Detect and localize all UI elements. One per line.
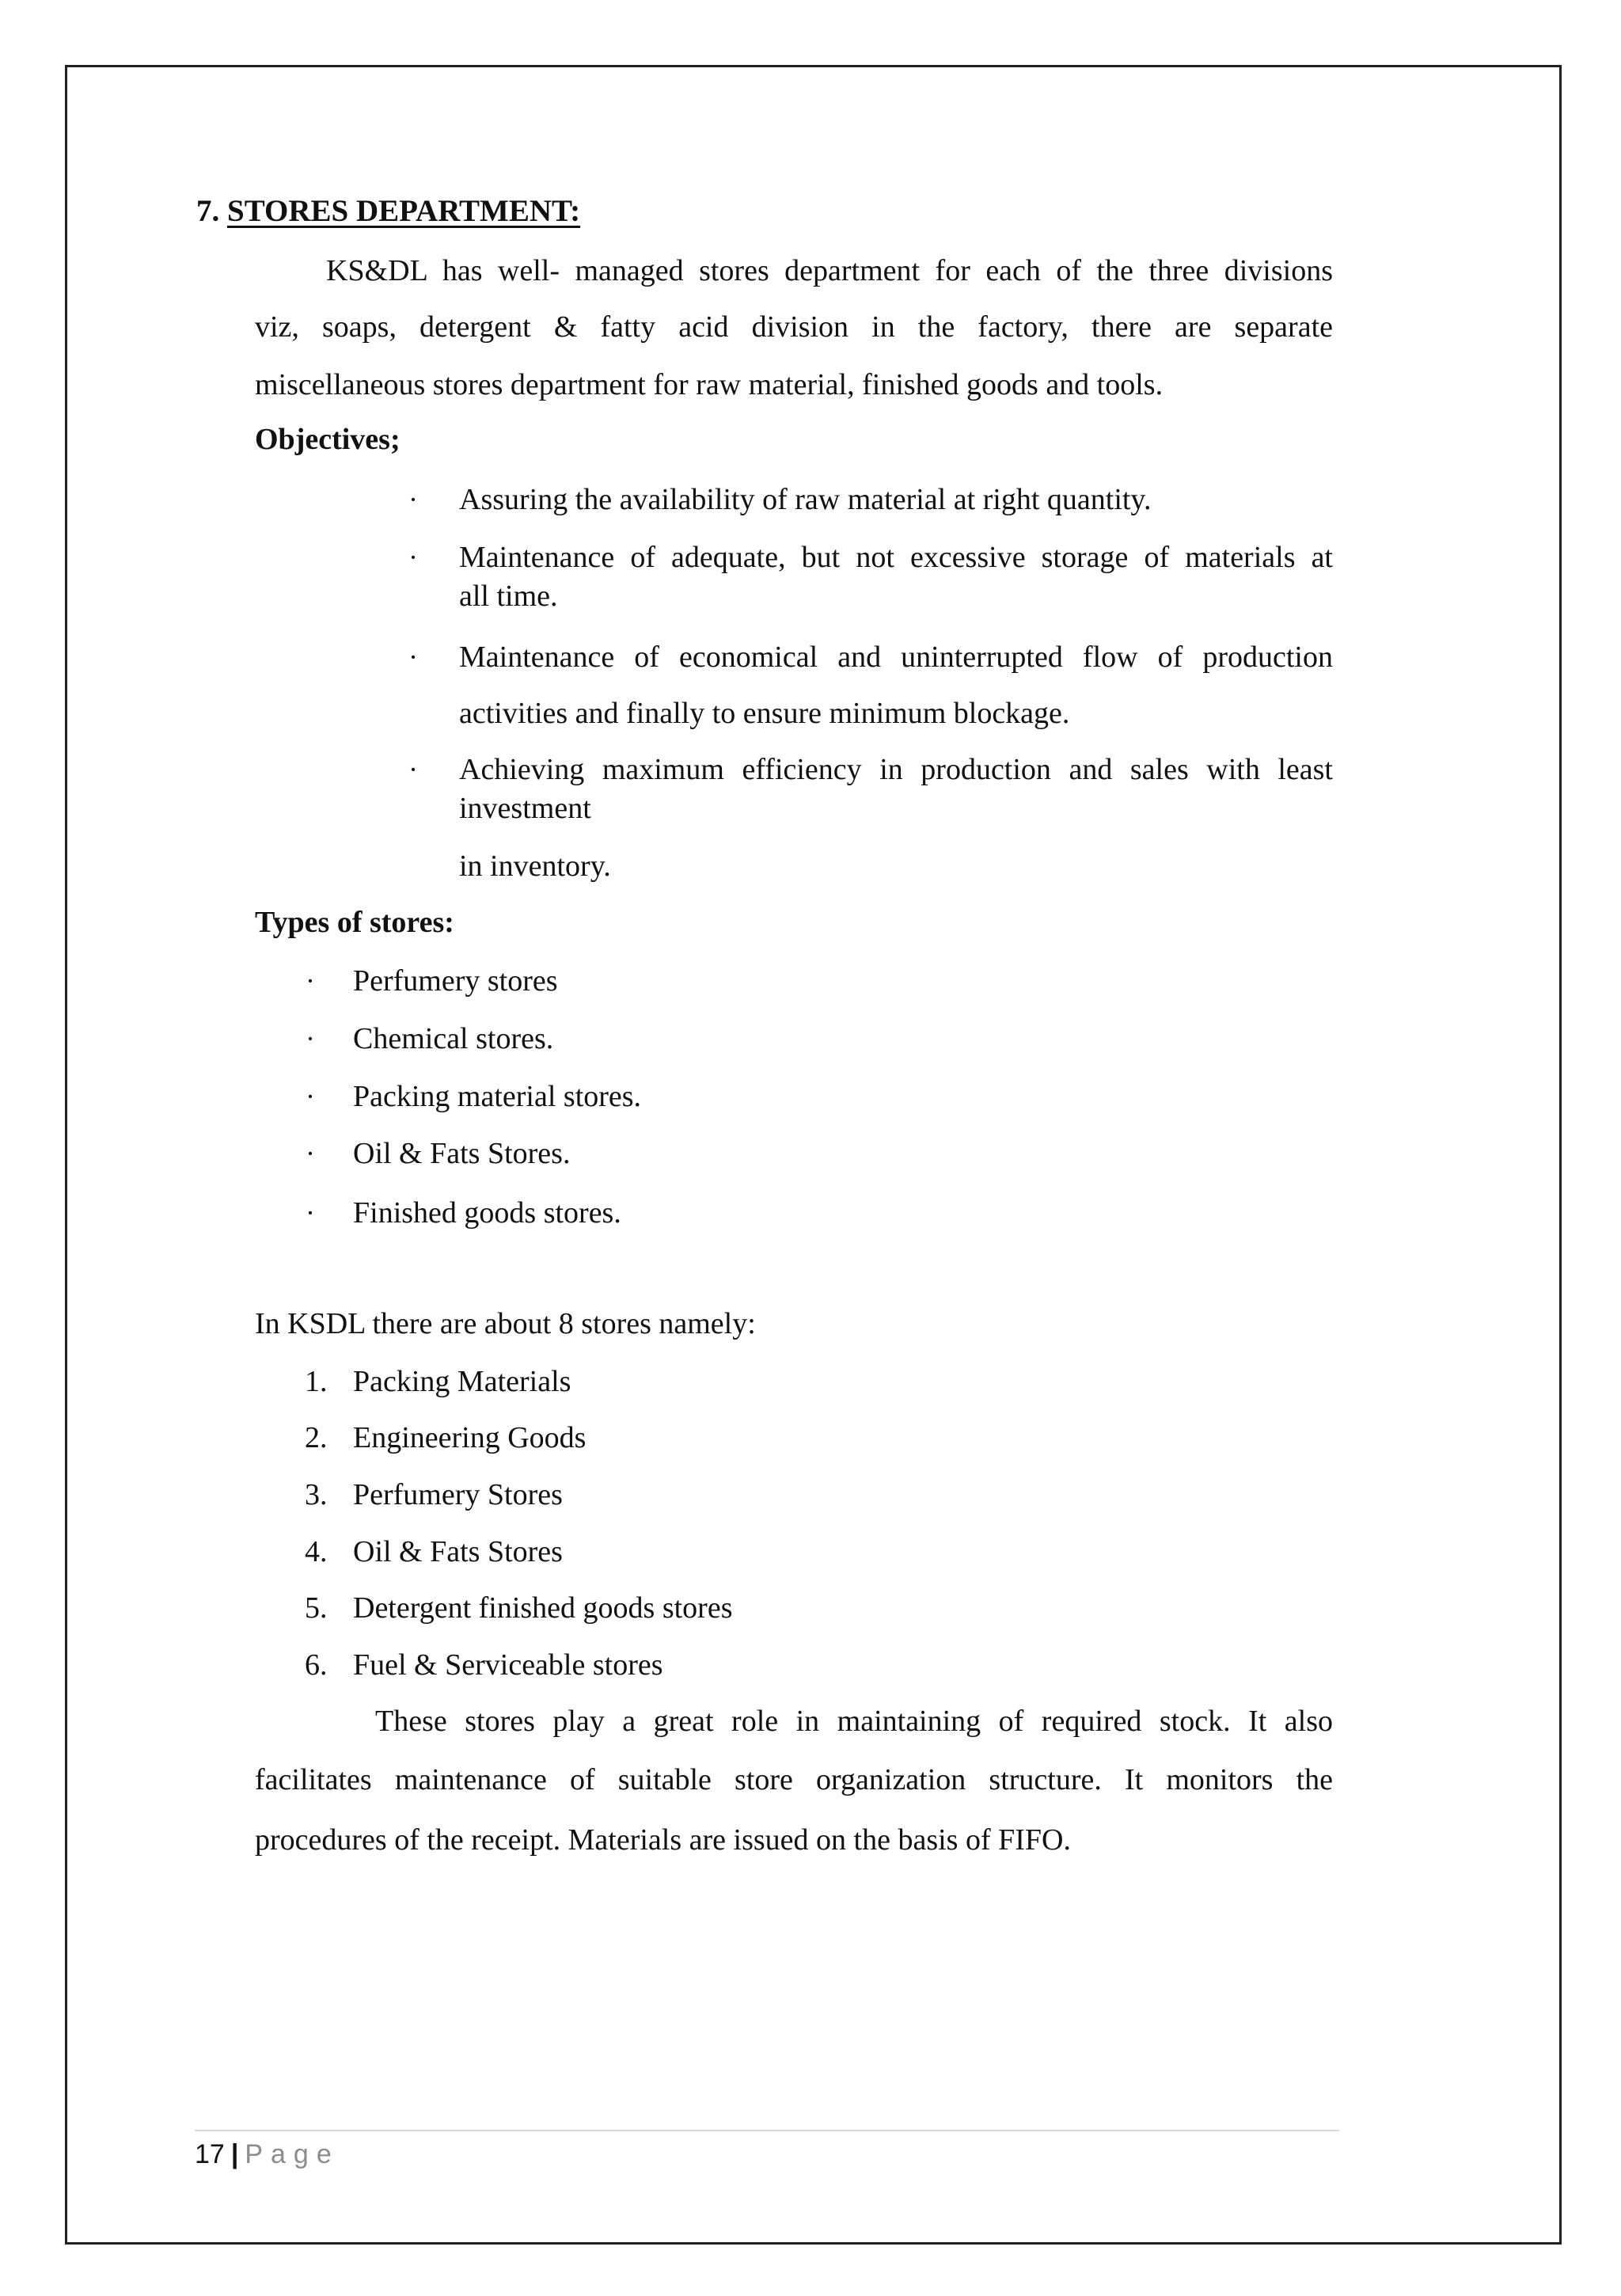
bullet-icon: · <box>408 484 418 515</box>
list-number: 2. <box>305 1421 328 1454</box>
type-item: Oil & Fats Stores. <box>353 1137 571 1170</box>
objective-1-line-1: Assuring the availability of raw material at right quantity. <box>459 483 1152 516</box>
objectives-heading: Objectives; <box>255 423 401 456</box>
store-item: Engineering Goods <box>353 1421 587 1454</box>
ksdl-stores-intro: In KSDL there are about 8 stores namely: <box>255 1307 756 1340</box>
type-item: Finished goods stores. <box>353 1196 621 1230</box>
page-label: Page <box>245 2139 340 2169</box>
store-item: Perfumery Stores <box>353 1478 563 1511</box>
section-title: STORES DEPARTMENT: <box>227 194 581 228</box>
objective-2-line-1: Maintenance of adequate, but not excessive storage of materials at <box>459 541 1333 574</box>
intro-line-3: miscellaneous stores department for raw material, finished goods and tools. <box>255 368 1164 401</box>
bullet-icon: · <box>408 542 418 573</box>
objective-4-line-3: in inventory. <box>459 850 611 883</box>
footer-separator: | <box>230 2139 239 2169</box>
intro-line-2: viz, soaps, detergent & fatty acid division in the factory, there are separate <box>255 310 1333 344</box>
page-footer <box>195 2136 340 2172</box>
closing-line-1: These stores play a great role in maintaining of required stock. It also <box>375 1705 1333 1738</box>
list-number: 4. <box>305 1535 328 1568</box>
section-heading <box>196 193 580 230</box>
list-number: 1. <box>305 1365 328 1398</box>
objective-3-line-2: activities and finally to ensure minimum blockage. <box>459 697 1070 730</box>
store-item: Oil & Fats Stores <box>353 1535 563 1568</box>
bullet-icon: · <box>306 1081 315 1112</box>
type-item: Perfumery stores <box>353 964 558 998</box>
store-item: Packing Materials <box>353 1365 571 1398</box>
closing-line-3: procedures of the receipt. Materials are issued on the basis of FIFO. <box>255 1823 1071 1857</box>
closing-line-2: facilitates maintenance of suitable store organization structure. It monitors the <box>255 1763 1333 1796</box>
section-number: 7. <box>196 194 220 228</box>
store-item: Detergent finished goods stores <box>353 1591 733 1625</box>
list-number: 5. <box>305 1591 328 1625</box>
bullet-icon: · <box>306 1197 315 1229</box>
objective-4-line-1: Achieving maximum efficiency in production and sales with least <box>459 753 1333 786</box>
list-number: 6. <box>305 1648 328 1682</box>
store-item: Fuel & Serviceable stores <box>353 1648 663 1682</box>
bullet-icon: · <box>408 754 418 785</box>
types-heading: Types of stores: <box>255 906 454 939</box>
bullet-icon: · <box>306 1023 315 1055</box>
bullet-icon: · <box>306 965 315 997</box>
page-number: 17 <box>195 2139 225 2169</box>
bullet-icon: · <box>306 1138 315 1169</box>
type-item: Packing material stores. <box>353 1080 642 1113</box>
intro-line-1: KS&DL has well- managed stores department for each of the three divisions <box>326 254 1333 287</box>
objective-4-line-2: investment <box>459 792 591 825</box>
objective-2-line-2: all time. <box>459 580 558 613</box>
footer-rule <box>195 2130 1339 2131</box>
objective-3-line-1: Maintenance of economical and uninterrupted flow of production <box>459 641 1333 674</box>
type-item: Chemical stores. <box>353 1022 554 1055</box>
bullet-icon: · <box>408 641 418 673</box>
list-number: 3. <box>305 1478 328 1511</box>
